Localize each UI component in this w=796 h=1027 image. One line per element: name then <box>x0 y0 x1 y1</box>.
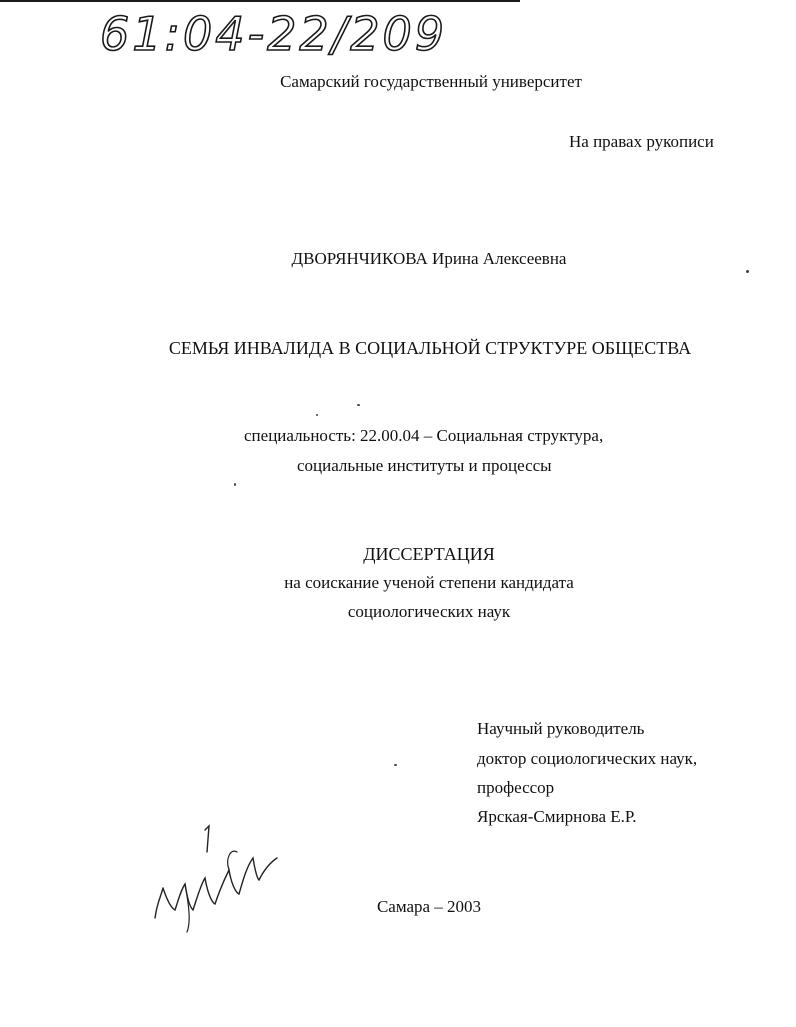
archive-code-text: 61:04-22/209 <box>100 7 447 61</box>
university-name: Самарский государственный университет <box>280 72 582 91</box>
manuscript-rights-note: На правах рукописи <box>569 132 714 151</box>
supervisor-rank: профессор <box>477 778 555 797</box>
supervisor-degree: доктор социологических наук, <box>477 749 698 768</box>
dissertation-title: СЕМЬЯ ИНВАЛИДА В СОЦИАЛЬНОЙ СТРУКТУРЕ ОБЩЕСТВА <box>168 338 692 358</box>
supervisor-name: Ярская-Смирнова Е.Р. <box>477 807 637 826</box>
handwritten-signature <box>145 818 285 938</box>
place-and-year: Самара – 2003 <box>376 897 482 916</box>
specialty-line-2: социальные институты и процессы <box>297 456 552 475</box>
scan-speck <box>357 404 360 406</box>
handwritten-archive-code <box>96 4 476 64</box>
degree-line-1: на соискание ученой степени кандидата <box>284 573 574 592</box>
specialty-line-1: специальность: 22.00.04 – Социальная структура, <box>244 426 604 445</box>
scan-speck <box>234 483 236 486</box>
scan-edge-line <box>0 0 520 2</box>
scan-speck <box>394 764 397 766</box>
document-type-heading: ДИССЕРТАЦИЯ <box>363 544 495 564</box>
scan-speck <box>746 270 749 273</box>
supervisor-label: Научный руководитель <box>477 719 645 738</box>
scan-speck <box>316 414 318 416</box>
author-name: ДВОРЯНЧИКОВА Ирина Алексеевна <box>291 249 567 268</box>
degree-line-2: социологических наук <box>347 602 511 621</box>
